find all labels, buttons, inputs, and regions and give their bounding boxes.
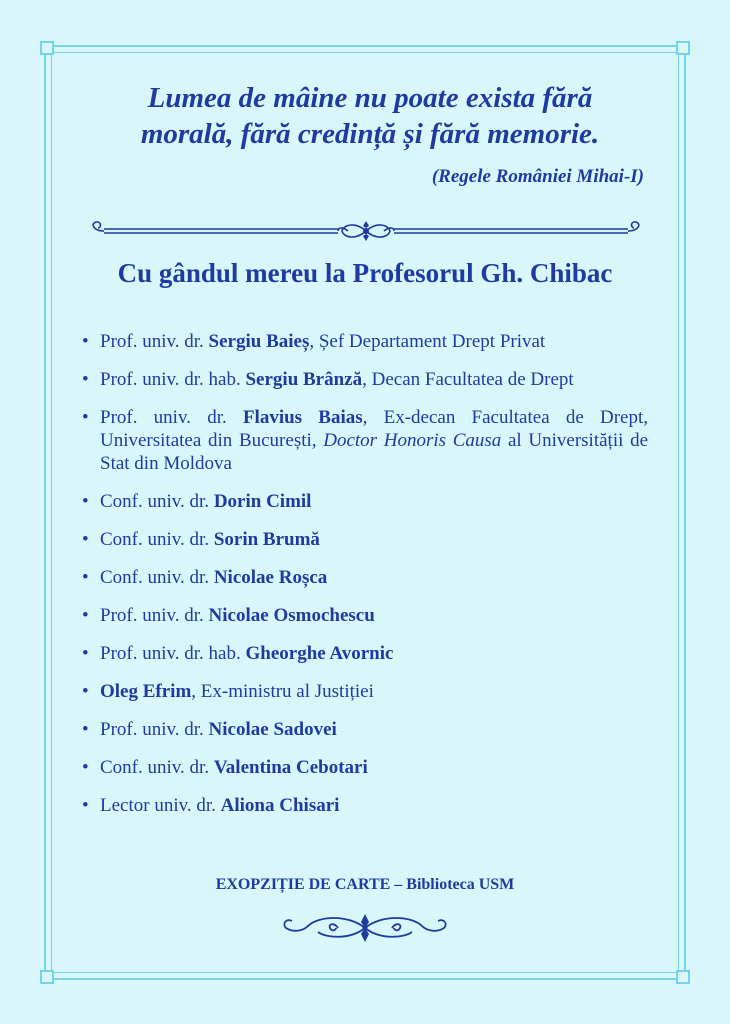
list-item: • Prof. univ. dr. Nicolae Osmochescu xyxy=(82,604,648,627)
corner-ornament xyxy=(676,970,690,984)
list-item: • Conf. univ. dr. Dorin Cimil xyxy=(82,490,648,513)
list-item: • Conf. univ. dr. Sorin Brumă xyxy=(82,528,648,551)
list-item: • Conf. univ. dr. Valentina Cebotari xyxy=(82,756,648,779)
quote-author: (Regele României Mihai-I) xyxy=(431,166,644,187)
list-item: • Conf. univ. dr. Nicolae Roșca xyxy=(82,566,648,589)
list-item: • Prof. univ. dr. hab. Sergiu Brânză, Decan Facultatea de Drept xyxy=(82,368,648,391)
quote-line-2: morală, fără credință și fără memorie. xyxy=(140,118,600,150)
footer-caption: EXOPZIȚIE DE CARTE – Biblioteca USM xyxy=(215,876,515,893)
list-item: • Prof. univ. dr. Nicolae Sadovei xyxy=(82,718,648,741)
list-item: • Prof. univ. dr. Sergiu Baieș, Șef Departament Drept Privat xyxy=(82,330,648,353)
page-title: Cu gândul mereu la Profesorul Gh. Chibac xyxy=(117,258,613,288)
corner-ornament xyxy=(40,970,54,984)
quote xyxy=(70,80,670,152)
list-item: • Prof. univ. dr. hab. Gheorghe Avornic xyxy=(82,642,648,665)
people-list xyxy=(82,330,648,832)
ornament-flourish xyxy=(278,908,452,948)
list-item: • Lector univ. dr. Aliona Chisari xyxy=(82,794,648,817)
ornamental-divider xyxy=(86,218,646,244)
list-item: • Oleg Efrim, Ex-ministru al Justiției xyxy=(82,680,648,703)
quote-line-1: Lumea de mâine nu poate exista fără xyxy=(147,82,593,114)
list-item: • Prof. univ. dr. Flavius Baias, Ex-decan Facultatea de Drept, Universitatea din București, Doctor Honoris Causa al Universității de Stat din Moldova xyxy=(82,406,648,475)
corner-ornament xyxy=(40,41,54,55)
corner-ornament xyxy=(676,41,690,55)
